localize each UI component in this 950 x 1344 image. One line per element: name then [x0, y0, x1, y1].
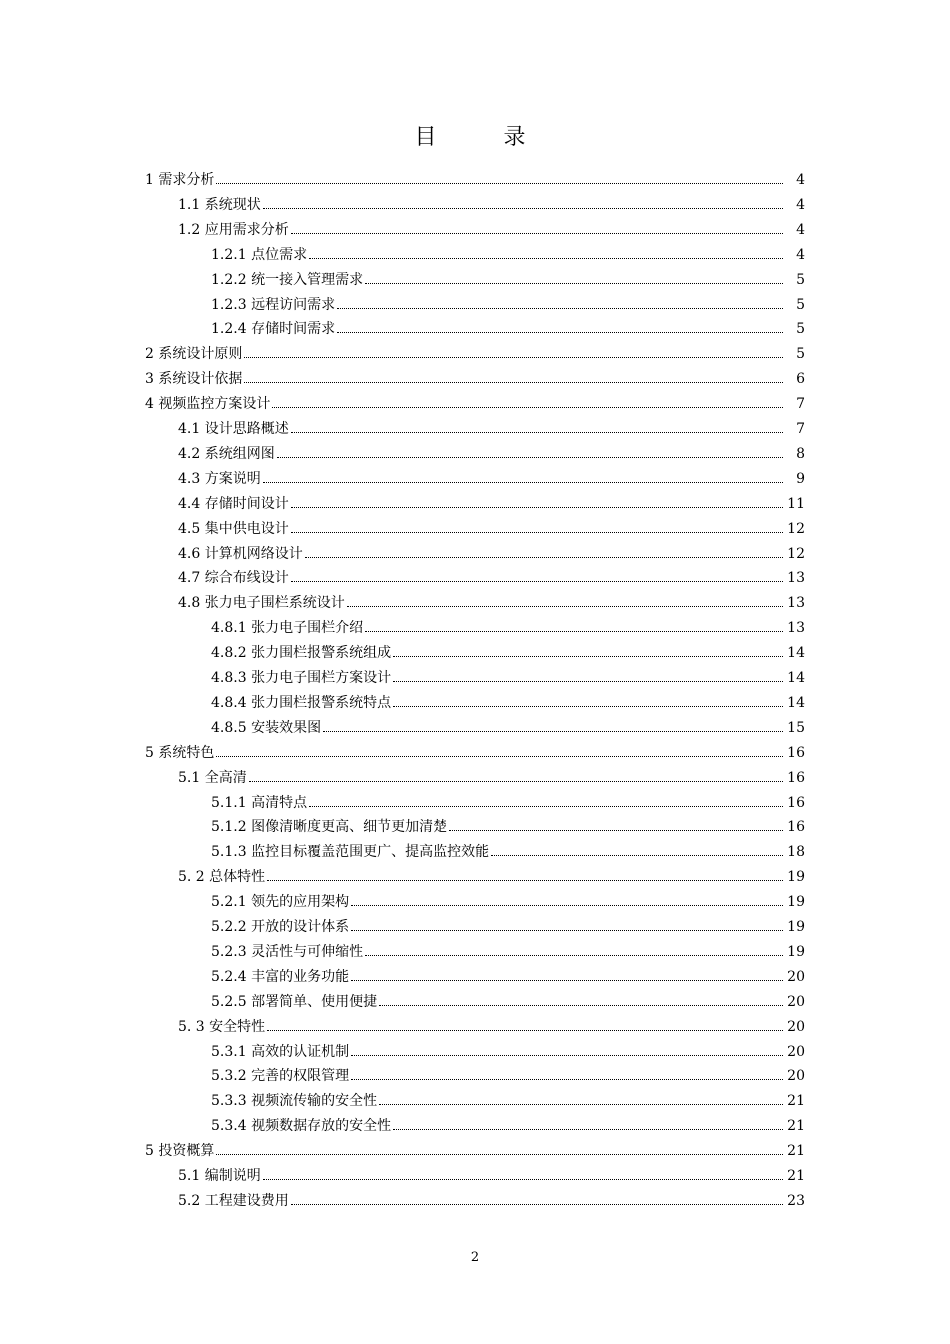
toc-entry[interactable]: [211, 1064, 805, 1084]
toc-entry-page: 16: [787, 744, 805, 761]
toc-entry-label: 4.3 方案说明: [178, 470, 261, 487]
toc-entry-label: 5.1 编制说明: [178, 1168, 261, 1184]
toc-entry-label: 1.2.2 统一接入管理需求: [211, 271, 364, 288]
toc-entry-label: 1.2.1 点位需求: [211, 246, 308, 263]
toc-entry[interactable]: [211, 317, 805, 337]
toc-entry-page: 13: [787, 595, 805, 612]
toc-entry-page: 20: [787, 1018, 805, 1035]
toc-entry-label: 4.8.2 张力围栏报警系统组成: [211, 645, 392, 662]
toc-entry[interactable]: [211, 965, 805, 985]
toc-entry[interactable]: [211, 268, 805, 288]
toc-entry-label: 5.3.2 完善的权限管理: [211, 1068, 350, 1085]
toc-dot-leader: [263, 1179, 783, 1180]
toc-entry-label: 1 需求分析: [145, 172, 215, 188]
toc-entry[interactable]: [145, 367, 805, 387]
toc-entry-label: 2 系统设计原则: [145, 346, 243, 363]
toc-entry-label: 4.8.3 张力电子围栏方案设计: [211, 670, 392, 686]
toc-dot-leader: [351, 980, 783, 981]
toc-entry-page: 23: [787, 1192, 805, 1209]
toc-entry[interactable]: [145, 1139, 805, 1159]
toc-entry-label: 5.2.4 丰富的业务功能: [211, 968, 350, 985]
toc-dot-leader: [323, 731, 783, 732]
toc-entry-page: 21: [787, 1143, 805, 1160]
toc-dot-leader: [291, 507, 783, 508]
toc-dot-leader: [351, 1055, 783, 1056]
toc-entry-page: 4: [796, 196, 805, 213]
toc-dot-leader: [216, 183, 783, 184]
toc-entry-label: 5. 2 总体特性: [178, 869, 266, 886]
toc-entry-page: 7: [796, 421, 805, 437]
toc-entry-page: 5: [796, 346, 805, 363]
toc-dot-leader: [291, 532, 783, 533]
toc-dot-leader: [216, 756, 783, 757]
page-number: 2: [470, 1250, 480, 1265]
toc-entry-page: 14: [787, 645, 805, 662]
toc-entry-label: 4.8.5 安装效果图: [211, 719, 322, 736]
toc-entry[interactable]: [178, 1164, 805, 1184]
toc-entry[interactable]: [211, 791, 805, 811]
toc-entry[interactable]: [178, 1189, 805, 1209]
toc-dot-leader: [393, 706, 783, 707]
toc-title: 目 录: [414, 125, 556, 150]
toc-entry-page: 5: [796, 271, 805, 288]
toc-entry[interactable]: [211, 616, 805, 636]
toc-dot-leader: [491, 855, 783, 856]
toc-entry-page: 13: [787, 620, 805, 637]
toc-entry-page: 20: [787, 1068, 805, 1085]
toc-entry[interactable]: [145, 392, 805, 412]
toc-dot-leader: [249, 781, 783, 782]
toc-dot-leader: [305, 557, 783, 558]
toc-entry-page: 5: [796, 321, 805, 338]
toc-dot-leader: [272, 407, 783, 408]
toc-dot-leader: [309, 258, 783, 259]
toc-dot-leader: [379, 1104, 783, 1105]
toc-dot-leader: [291, 581, 783, 582]
toc-dot-leader: [244, 382, 783, 383]
toc-entry[interactable]: [211, 293, 805, 313]
toc-entry[interactable]: [178, 193, 805, 213]
toc-dot-leader: [449, 830, 783, 831]
toc-entry-page: 6: [796, 371, 805, 388]
toc-entry-label: 5.2.5 部署简单、使用便捷: [211, 993, 378, 1010]
toc-entry-label: 3 系统设计依据: [145, 371, 243, 388]
toc-entry-label: 5.2 工程建设费用: [178, 1192, 289, 1209]
toc-dot-leader: [291, 1204, 783, 1205]
toc-entry[interactable]: [145, 741, 805, 761]
toc-dot-leader: [393, 656, 783, 657]
toc-entry[interactable]: [211, 915, 805, 935]
toc-dot-leader: [267, 880, 783, 881]
toc-entry[interactable]: [178, 542, 805, 562]
toc-entry-page: 18: [787, 844, 805, 861]
toc-entry-page: 19: [787, 943, 805, 960]
toc-entry-page: 19: [787, 869, 805, 886]
toc-entry-label: 5.1 全高清: [178, 769, 247, 786]
toc-dot-leader: [263, 208, 783, 209]
toc-dot-leader: [244, 357, 783, 358]
toc-entry-page: 14: [787, 694, 805, 711]
toc-entry[interactable]: [178, 766, 805, 786]
toc-entry[interactable]: [211, 840, 805, 860]
toc-entry-label: 5.3.1 高效的认证机制: [211, 1043, 350, 1060]
toc-entry-label: 4.4 存储时间设计: [178, 495, 289, 512]
toc-entry[interactable]: [211, 691, 805, 711]
toc-entry-label: 5.3.3 视频流传输的安全性: [211, 1093, 378, 1110]
toc-entry[interactable]: [178, 517, 805, 537]
toc-dot-leader: [267, 1030, 783, 1031]
toc-entry[interactable]: [178, 492, 805, 512]
toc-entry-label: 5.2.1 领先的应用架构: [211, 894, 350, 911]
toc-entry-label: 5.3.4 视频数据存放的安全性: [211, 1118, 392, 1135]
toc-entry-label: 5.2.3 灵活性与可伸缩性: [211, 943, 364, 960]
toc-entry-label: 5.1.2 图像清晰度更高、细节更加清楚: [211, 819, 448, 836]
toc-entry-label: 4.5 集中供电设计: [178, 520, 289, 537]
toc-entry-label: 4.1 设计思路概述: [178, 421, 289, 437]
toc-entry-page: 19: [787, 894, 805, 911]
toc-entry[interactable]: [178, 417, 805, 437]
toc-dot-leader: [337, 332, 783, 333]
toc-entry[interactable]: [178, 591, 805, 611]
toc-entry[interactable]: [211, 815, 805, 835]
toc-entry-page: 21: [787, 1168, 805, 1184]
toc-entry-page: 4: [796, 172, 805, 188]
toc-entry[interactable]: [178, 442, 805, 462]
toc-dot-leader: [291, 432, 783, 433]
toc-entry[interactable]: [145, 168, 805, 188]
toc-entry-label: 5.2.2 开放的设计体系: [211, 919, 350, 935]
toc-entry-page: 11: [787, 495, 805, 512]
toc-entry[interactable]: [211, 890, 805, 910]
toc-entry-label: 5 投资概算: [145, 1143, 215, 1160]
toc-entry-page: 4: [796, 246, 805, 263]
toc-dot-leader: [216, 1154, 783, 1155]
toc-dot-leader: [393, 681, 783, 682]
toc-entry[interactable]: [178, 467, 805, 487]
toc-entry-page: 20: [787, 993, 805, 1010]
toc-entry[interactable]: [178, 218, 805, 238]
toc-entry-page: 4: [796, 221, 805, 238]
toc-dot-leader: [347, 606, 783, 607]
toc-entry-page: 20: [787, 968, 805, 985]
toc-entry-label: 4.6 计算机网络设计: [178, 545, 303, 562]
toc-entry-page: 21: [787, 1118, 805, 1135]
toc-dot-leader: [365, 955, 783, 956]
toc-entry-label: 4.8.4 张力围栏报警系统特点: [211, 694, 392, 711]
toc-entry-page: 8: [796, 445, 805, 462]
toc-entry-page: 12: [787, 545, 805, 562]
toc-entry-page: 9: [796, 470, 805, 487]
toc-entry-page: 14: [787, 670, 805, 686]
toc-entry[interactable]: [211, 716, 805, 736]
toc-entry-page: 16: [787, 819, 805, 836]
toc-entry-label: 4 视频监控方案设计: [145, 396, 271, 413]
toc-dot-leader: [351, 930, 783, 931]
toc-entry-label: 1.2 应用需求分析: [178, 221, 289, 238]
toc-entry-page: 20: [787, 1043, 805, 1060]
toc-entry[interactable]: [211, 990, 805, 1010]
toc-entry[interactable]: [211, 1040, 805, 1060]
toc-dot-leader: [291, 233, 783, 234]
toc-entry-label: 4.2 系统组网图: [178, 445, 275, 462]
toc-entry[interactable]: [178, 865, 805, 885]
toc-entry-label: 4.8 张力电子围栏系统设计: [178, 595, 345, 612]
toc-entry-label: 5.1.3 监控目标覆盖范围更广、提高监控效能: [211, 844, 490, 861]
toc-entry-page: 13: [787, 570, 805, 587]
toc-dot-leader: [277, 457, 783, 458]
toc-entry[interactable]: [178, 1015, 805, 1035]
toc-entry-label: 1.1 系统现状: [178, 196, 261, 213]
toc-entry-label: 1.2.3 远程访问需求: [211, 296, 336, 313]
toc-dot-leader: [337, 308, 783, 309]
toc-entry[interactable]: [211, 666, 805, 686]
toc-entry-label: 4.8.1 张力电子围栏介绍: [211, 620, 364, 637]
toc-entry-page: 16: [787, 794, 805, 811]
toc-entry-label: 5. 3 安全特性: [178, 1018, 266, 1035]
toc-dot-leader: [365, 631, 783, 632]
toc-entry-page: 19: [787, 919, 805, 935]
toc-entry-label: 5 系统特色: [145, 744, 215, 761]
toc-entry-page: 12: [787, 520, 805, 537]
toc-entry-page: 16: [787, 769, 805, 786]
toc-dot-leader: [393, 1129, 783, 1130]
toc-entry-page: 15: [787, 719, 805, 736]
toc-entry[interactable]: [145, 342, 805, 362]
toc-entry-page: 7: [796, 396, 805, 413]
toc-entry[interactable]: [211, 1089, 805, 1109]
toc-dot-leader: [309, 806, 783, 807]
toc-entry-label: 4.7 综合布线设计: [178, 570, 289, 587]
toc-dot-leader: [365, 283, 783, 284]
toc-entry[interactable]: [178, 566, 805, 586]
toc-entry[interactable]: [211, 1114, 805, 1134]
toc-entry[interactable]: [211, 243, 805, 263]
toc-entry-label: 1.2.4 存储时间需求: [211, 321, 336, 338]
toc-dot-leader: [263, 482, 783, 483]
toc-entry-label: 5.1.1 高清特点: [211, 794, 308, 811]
toc-dot-leader: [379, 1005, 783, 1006]
toc-entry[interactable]: [211, 940, 805, 960]
toc-entry-page: 21: [787, 1093, 805, 1110]
toc-entry-page: 5: [796, 296, 805, 313]
toc-dot-leader: [351, 1079, 783, 1080]
toc-entry[interactable]: [211, 641, 805, 661]
toc-dot-leader: [351, 905, 783, 906]
